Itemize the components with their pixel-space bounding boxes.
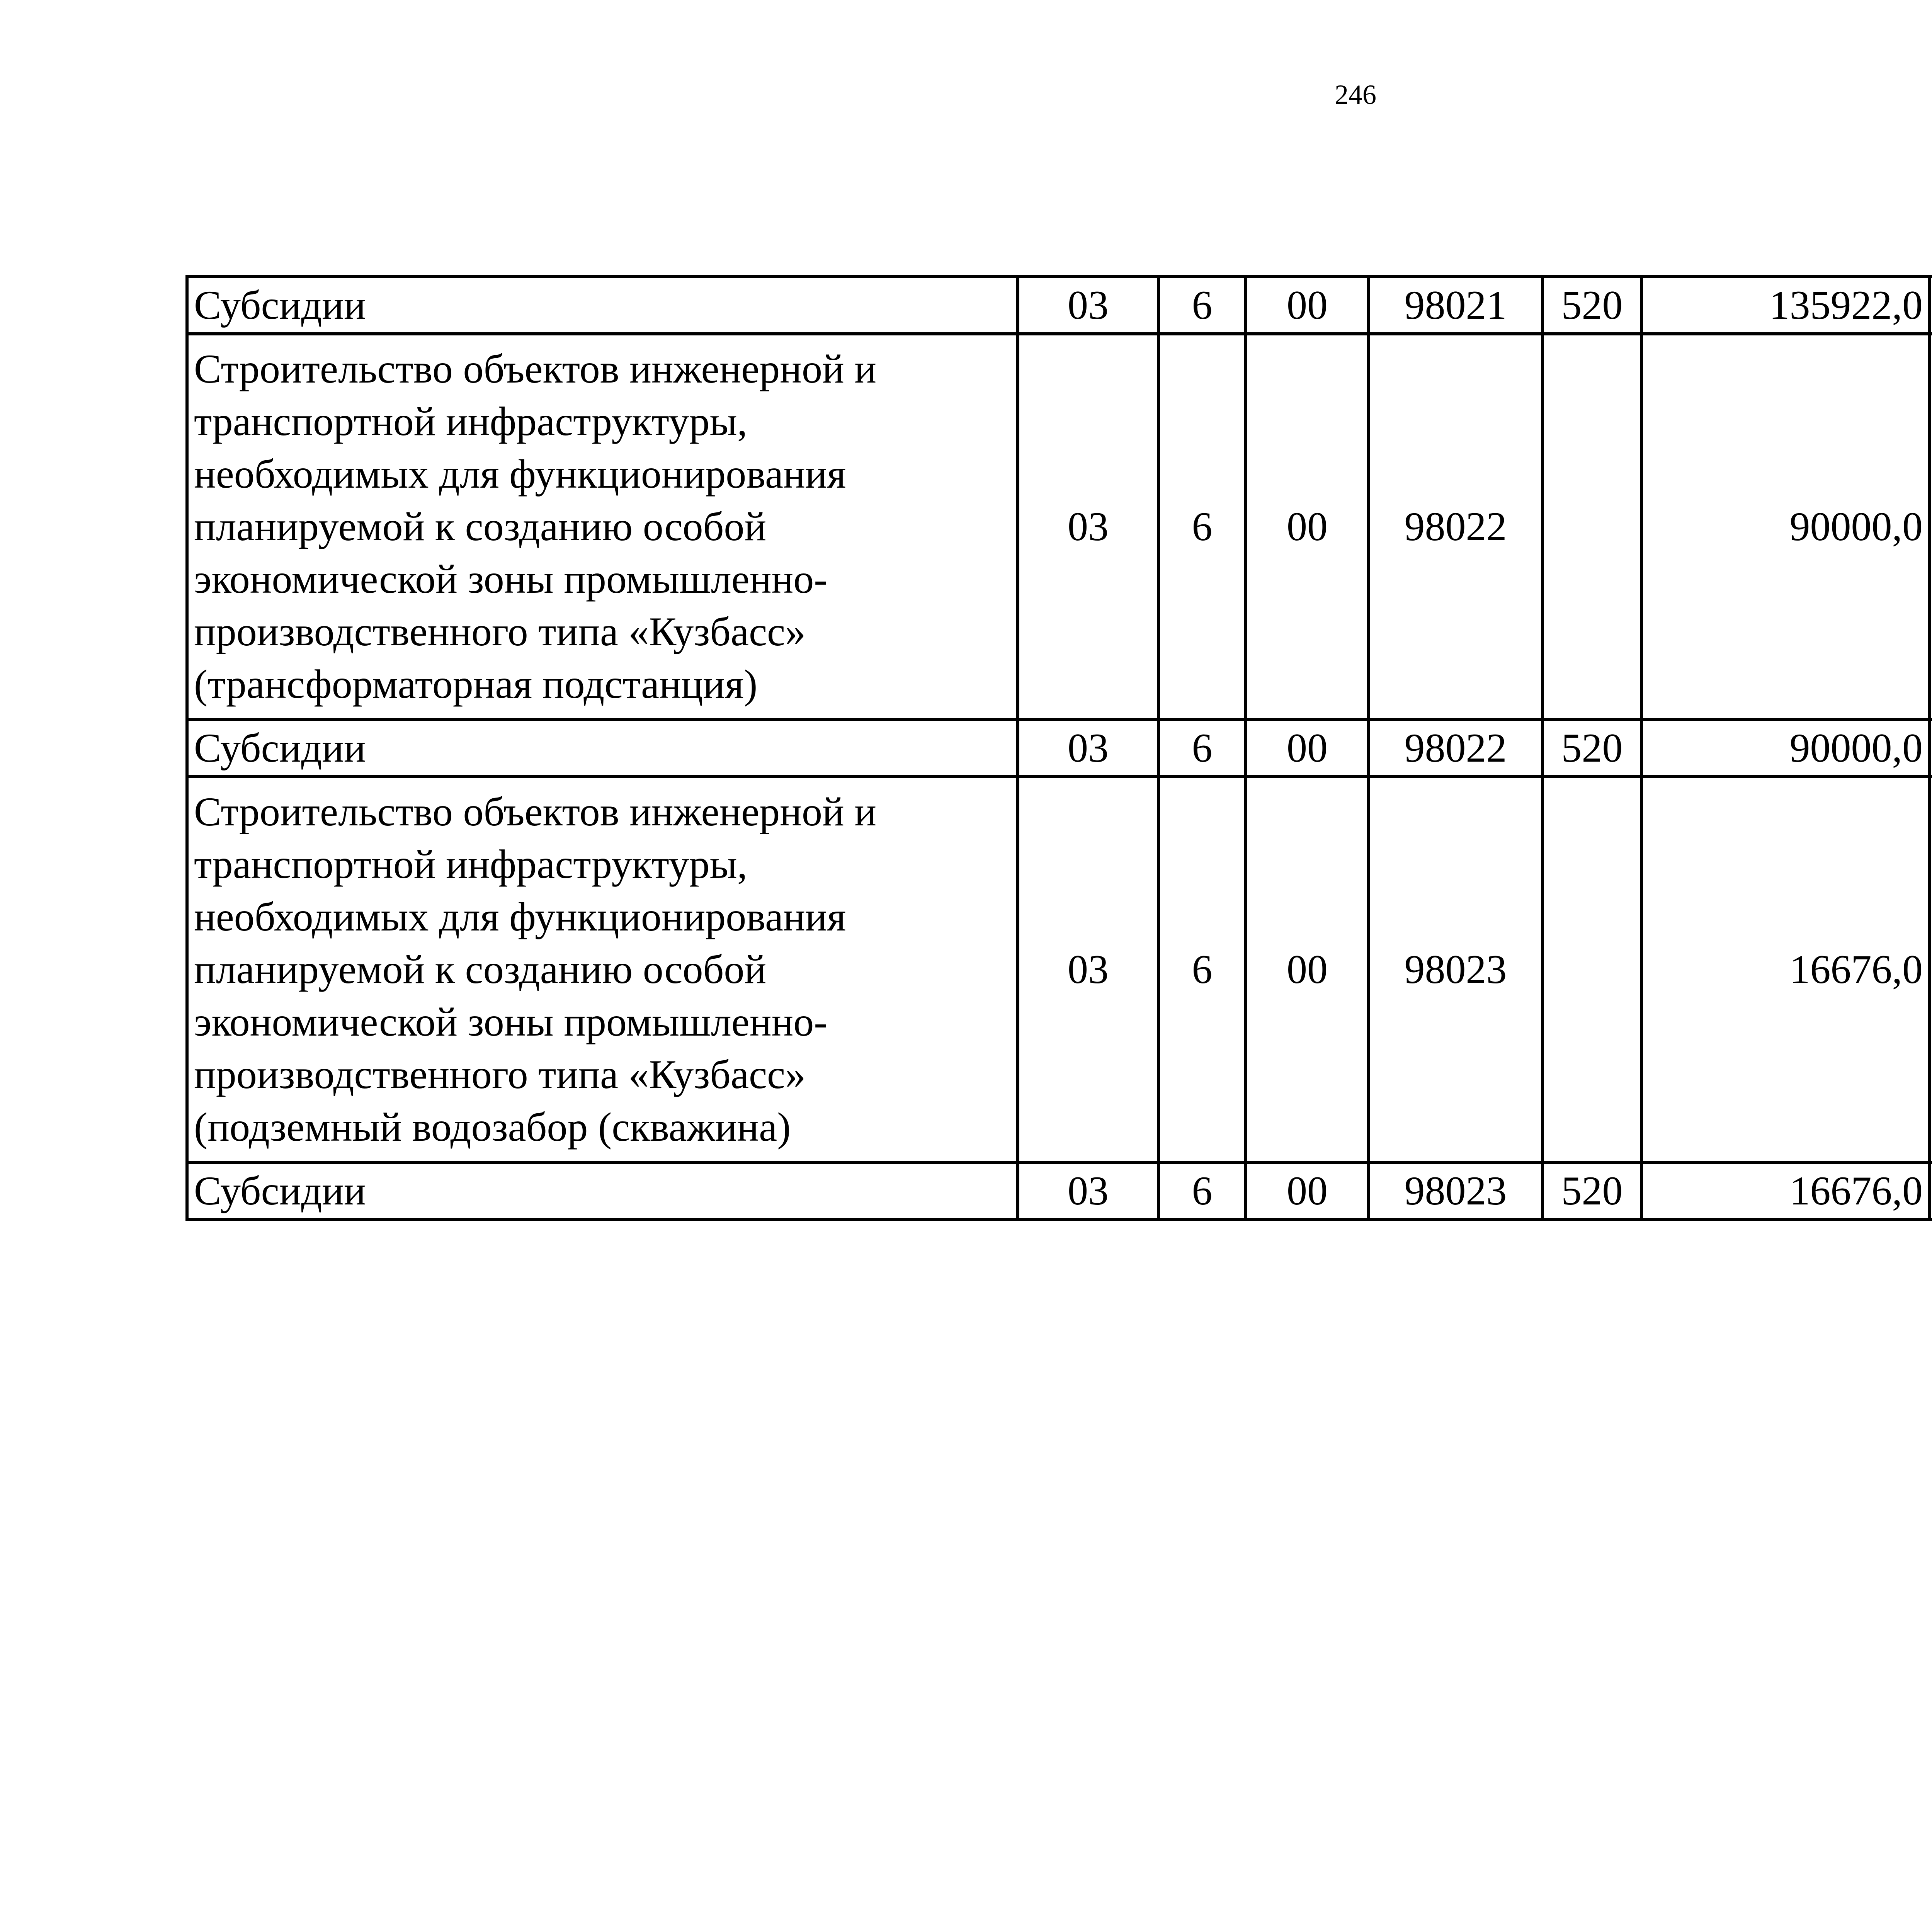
subprogram-code-cell: 00 xyxy=(1246,334,1369,720)
table-body xyxy=(187,277,1932,1220)
amount-year-1-cell: 16676,0 xyxy=(1641,1162,1930,1220)
expense-name-line: производственного типа «Кузбасс» xyxy=(194,609,806,654)
expense-name-line: (трансформаторная подстанция) xyxy=(194,662,758,707)
page-number: 246 xyxy=(1335,79,1376,110)
expense-name-cell xyxy=(187,334,1018,720)
direction-code-cell: 98021 xyxy=(1369,277,1543,334)
expense-name-line: транспортной инфраструктуры, xyxy=(194,842,748,887)
subprogram-code-cell: 00 xyxy=(1246,720,1369,777)
expense-name-line: экономической зоны промышленно- xyxy=(194,556,828,602)
subprogram-code-cell: 00 xyxy=(1246,1162,1369,1220)
program-code-cell: 6 xyxy=(1158,777,1246,1162)
expense-name-cell xyxy=(187,277,1018,334)
amount-year-1-cell: 16676,0 xyxy=(1641,777,1930,1162)
expense-type-cell xyxy=(1543,777,1641,1162)
expense-name-line: необходимых для функционирования xyxy=(194,451,846,497)
expense-name-cell xyxy=(187,720,1018,777)
table-row xyxy=(187,720,1932,777)
expense-name-line: Субсидии xyxy=(194,1168,366,1213)
amount-year-1-cell: 90000,0 xyxy=(1641,720,1930,777)
expense-name-line: Строительство объектов инженерной и xyxy=(194,346,876,391)
expense-type-cell: 520 xyxy=(1543,277,1641,334)
program-code-cell: 6 xyxy=(1158,720,1246,777)
expense-type-cell xyxy=(1543,334,1641,720)
amount-year-2-cell xyxy=(1930,1162,1932,1220)
expense-name-cell xyxy=(187,777,1018,1162)
expense-name-line: экономической зоны промышленно- xyxy=(194,999,828,1044)
table-row xyxy=(187,277,1932,334)
direction-code-cell: 98023 xyxy=(1369,777,1543,1162)
subprogram-code-cell: 00 xyxy=(1246,277,1369,334)
expense-type-cell: 520 xyxy=(1543,1162,1641,1220)
expense-name-line: Субсидии xyxy=(194,725,366,771)
expense-type-cell: 520 xyxy=(1543,720,1641,777)
table-row xyxy=(187,334,1932,720)
section-code-cell: 03 xyxy=(1018,277,1158,334)
section-code-cell: 03 xyxy=(1018,1162,1158,1220)
expense-name-line: транспортной инфраструктуры, xyxy=(194,399,748,444)
program-code-cell: 6 xyxy=(1158,334,1246,720)
budget-table xyxy=(185,275,1932,1221)
amount-year-2-cell xyxy=(1930,277,1932,334)
expense-name-line: планируемой к созданию особой xyxy=(194,504,767,549)
table-row xyxy=(187,1162,1932,1220)
direction-code-cell: 98022 xyxy=(1369,334,1543,720)
amount-year-2-cell xyxy=(1930,777,1932,1162)
expense-name-line: производственного типа «Кузбасс» xyxy=(194,1052,806,1097)
expense-name-line: Субсидии xyxy=(194,282,366,328)
program-code-cell: 6 xyxy=(1158,277,1246,334)
amount-year-1-cell: 90000,0 xyxy=(1641,334,1930,720)
subprogram-code-cell: 00 xyxy=(1246,777,1369,1162)
program-code-cell: 6 xyxy=(1158,1162,1246,1220)
amount-year-1-cell: 135922,0 xyxy=(1641,277,1930,334)
amount-year-2-cell xyxy=(1930,334,1932,720)
table-row xyxy=(187,777,1932,1162)
amount-year-2-cell xyxy=(1930,720,1932,777)
direction-code-cell: 98023 xyxy=(1369,1162,1543,1220)
expense-name-cell xyxy=(187,1162,1018,1220)
section-code-cell: 03 xyxy=(1018,777,1158,1162)
expense-name-line: необходимых для функционирования xyxy=(194,894,846,939)
section-code-cell: 03 xyxy=(1018,334,1158,720)
expense-name-line: Строительство объектов инженерной и xyxy=(194,789,876,834)
section-code-cell: 03 xyxy=(1018,720,1158,777)
direction-code-cell: 98022 xyxy=(1369,720,1543,777)
expense-name-line: (подземный водозабор (скважина) xyxy=(194,1104,791,1150)
expense-name-line: планируемой к созданию особой xyxy=(194,947,767,992)
